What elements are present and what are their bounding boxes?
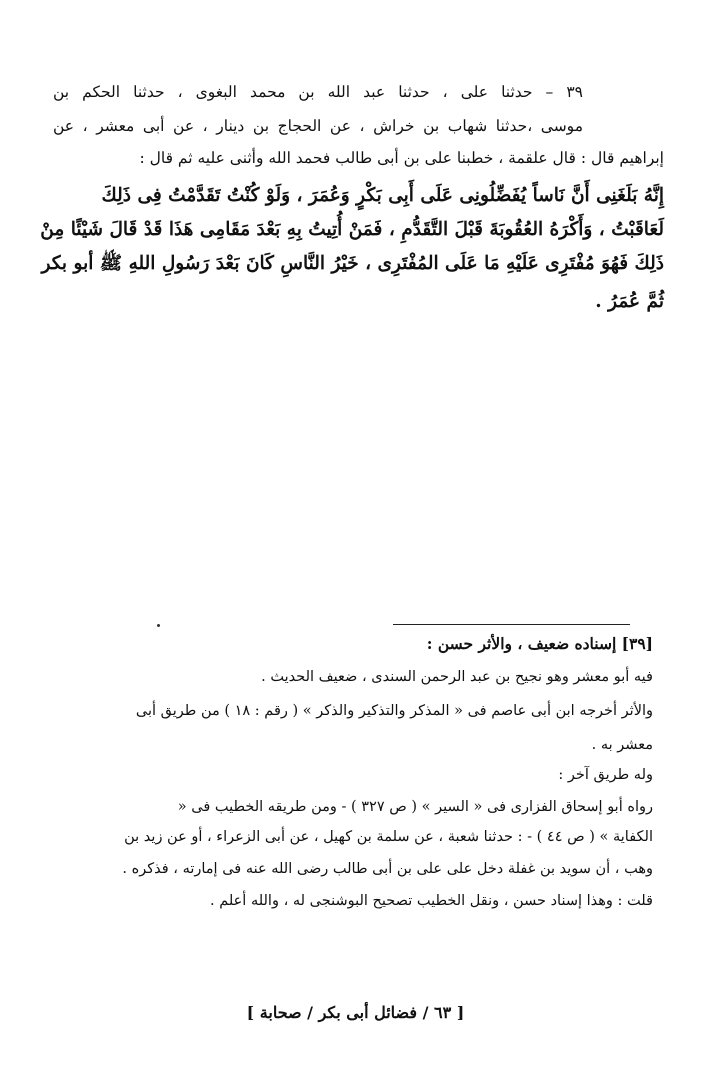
footnote-line-8: قلت : وهذا إسناد حسن ، ونقل الخطيب تصحيح البوشنجى له ، والله أعلم .: [209, 893, 653, 909]
footnote-line-7: وهب ، أن سويد بن غفلة دخل على على بن أبى طالب رضى الله عنه فى إمارته ، فذكره .: [122, 861, 653, 877]
hadith-line-3: إبراهيم قال : قال علقمة ، خطبنا على بن أبى طالب فحمد الله وأثنى عليه ثم قال :: [139, 149, 664, 167]
footnote-line-2: والأثر أخرجه ابن أبى عاصم فى « المذكر والتذكير والذكر » ( رقم : ١٨ ) من طريق أبى: [135, 703, 653, 719]
footnote-line-6: الكفاية » ( ص ٤٤ ) - : حدثنا شعبة ، عن سلمة بن كهيل ، عن أبى الزعراء ، أو عن زيد بن: [124, 829, 653, 845]
page-footer: [ ٦٣ / فضائل أبى بكر / صحابة ]: [246, 1003, 465, 1022]
footnote-line-1: فيه أبو معشر وهو نجيح بن عبد الرحمن السندى ، ضعيف الحديث .: [261, 669, 653, 685]
footnote-separator: [393, 624, 630, 625]
hadith-line-2: موسى ،حدثنا شهاب بن خراش ، عن الحجاج بن دينار ، عن أبى معشر ، عن: [53, 117, 583, 135]
quote-line-1: إِنَّهُ بَلَغَنِى أَنَّ نَاساً يُفَضِّلُونِى عَلَى أَبِى بَكْرٍ وَعُمَرَ ، وَلَوْ كُنْتُ تَقَدَّمْتُ فِى ذَلِكَ: [101, 185, 664, 206]
quote-line-4: ثُمَّ عُمَرُ .: [595, 291, 664, 312]
quote-line-2: لَعَاقَبْتُ ، وَأَكْرَهُ العُقُوبَةَ قَبْلَ التَّقَدُّمِ ، فَمَنْ أُتِيتُ بِهِ بَعْدَ مَقَامِى هَذَا قَدْ قَالَ شَيْئًا مِنْ: [40, 219, 664, 240]
page-speck: [157, 624, 160, 627]
footnote-heading: [٣٩] إسناده ضعيف ، والأثر حسن :: [426, 634, 653, 653]
hadith-line-1: ٣٩ – حدثنا على ، حدثنا عبد الله بن محمد البغوى ، حدثنا الحكم بن: [53, 83, 583, 101]
footnote-line-5: رواه أبو إسحاق الفزارى فى « السير » ( ص ٣٢٧ ) - ومن طريقه الخطيب فى «: [177, 799, 653, 815]
footnote-line-4: وله طريق آخر :: [558, 767, 653, 783]
footnote-line-3: معشر به .: [591, 737, 653, 753]
quote-line-3: ذَلِكَ فَهُوَ مُفْتَرِى عَلَيْهِ مَا عَلَى المُفْتَرِى ، خَيْرُ النَّاسِ كَانَ بَعْدَ رَسُولِ اللهِ ﷺ أبو بكر: [41, 253, 664, 274]
